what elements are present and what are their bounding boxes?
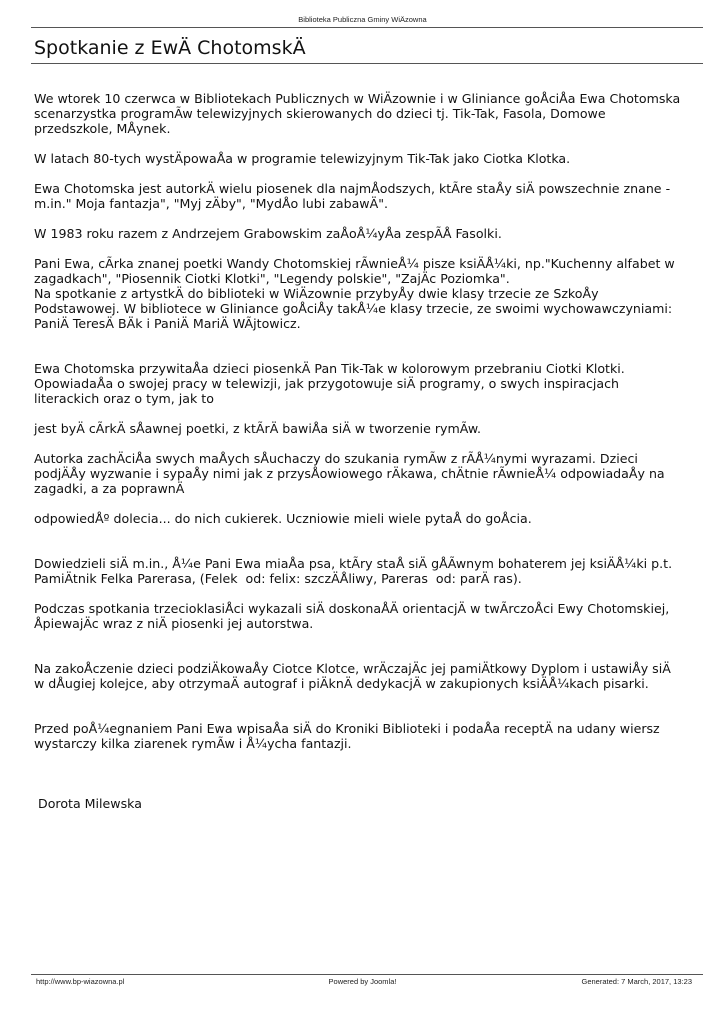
article-paragraph: W 1983 roku razem z Andrzejem Grabowskim zaÅoÅ¼yÅa zespÃÅ Fasolki. bbox=[34, 226, 502, 241]
article-paragraph: Podczas spotkania trzecioklasiÅci wykazali siÄ doskonaÅÄ orientacjÄ w twÃrczoÅci Ewy Chotomskiej, ÅpiewajÄc wraz z niÄ piosenki jej autorstwa. bbox=[34, 601, 674, 631]
footer-powered-by: Powered by Joomla! bbox=[328, 977, 397, 986]
paragraph-spacer bbox=[34, 241, 684, 256]
paragraph-spacer bbox=[34, 781, 684, 796]
article-paragraph: Przed poÅ¼egnaniem Pani Ewa wpisaÅa siÄ do Kroniki Biblioteki i podaÅa receptÄ na udany wiersz wystarczy kilka ziarenek rymÃw i Å¼ycha fantazji. bbox=[34, 721, 668, 751]
paragraph-spacer bbox=[34, 586, 684, 601]
paragraph-spacer bbox=[34, 211, 684, 226]
article-paragraph: Ewa Chotomska przywitaÅa dzieci piosenkÄ Pan Tik-Tak w kolorowym przebraniu Ciotki Klotki. OpowiadaÅa o swojej pracy w telewizji, jak przygotowuje siÄ programy, o swych inspiracjach literackich oraz o tym, jak to bbox=[34, 361, 629, 406]
paragraph-spacer bbox=[34, 811, 684, 826]
article-paragraph: odpowiedÅº dolecia... do nich cukierek. Uczniowie mieli wiele pytaÅ do goÅcia. bbox=[34, 511, 532, 526]
site-header: Biblioteka Publiczna Gminy WiÄzowna bbox=[298, 15, 427, 24]
paragraph-spacer bbox=[34, 826, 684, 841]
paragraph-spacer bbox=[34, 166, 684, 181]
paragraph-spacer bbox=[34, 436, 684, 451]
paragraph-spacer bbox=[34, 526, 684, 541]
paragraph-spacer bbox=[34, 706, 684, 721]
paragraph-spacer bbox=[34, 691, 684, 706]
paragraph-spacer bbox=[34, 496, 684, 511]
article-paragraph: Ewa Chotomska jest autorkÄ wielu piosenek dla najmÅodszych, ktÃre staÅy siÄ powszechnie znane - m.in." Moja fantazja", "Myj zÄby", "MydÅo lubi zabawÄ". bbox=[34, 181, 675, 211]
article-paragraph: Na zakoÅczenie dzieci podziÄkowaÅy Ciotce Klotce, wrÄczajÄc jej pamiÄtkowy Dyplom i ustawiÅy siÄ w dÅugiej kolejce, aby otrzymaÄ autograf i piÄknÄ dedykacjÄ w zakupionych ksiÄÅ¼kach pisarki. bbox=[34, 661, 675, 691]
header-divider bbox=[31, 27, 703, 28]
article-paragraph: Dowiedzieli siÄ m.in., Å¼e Pani Ewa miaÅa psa, ktÃry staÅ siÄ gÅÃwnym bohaterem jej ksiÄÅ¼ki p.t. PamiÄtnik Felka Parerasa, (Felek od: felix: szczÄÅliwy, Pareras od: parÄ ras). bbox=[34, 556, 677, 586]
paragraph-spacer bbox=[34, 751, 684, 766]
paragraph-spacer bbox=[34, 136, 684, 151]
paragraph-spacer bbox=[34, 406, 684, 421]
article-paragraph: Pani Ewa, cÃrka znanej poetki Wandy Chotomskiej rÃwnieÅ¼ pisze ksiÄÅ¼ki, np."Kuchenny alfabet w zagadkach", "Piosennik Ciotki Klotki", "Legendy polskie", "ZajÄc Poziomka". Na spotkanie z artystkÄ do biblioteki w WiÄzownie przybyÅy dwie klasy trzecie ze SzkoÅy Podstawowej. W bibliotece w Gliniance goÅciÅy takÅ¼e klasy trzecie, ze swoimi wychowawczyniami: PaniÄ TeresÄ BÄk i PaniÄ MariÄ WÃjtowicz. bbox=[34, 256, 675, 331]
article-title: Spotkanie z EwÄ ChotomskÄ bbox=[34, 37, 306, 59]
article-paragraph: W latach 80-tych wystÄpowaÅa w programie telewizyjnym Tik-Tak jako Ciotka Klotka. bbox=[34, 151, 571, 166]
footer-generated: Generated: 7 March, 2017, 13:23 bbox=[581, 977, 692, 986]
paragraph-spacer bbox=[34, 331, 684, 346]
footer-divider bbox=[31, 974, 703, 975]
paragraph-spacer bbox=[34, 541, 684, 556]
title-divider bbox=[31, 63, 703, 64]
paragraph-spacer bbox=[34, 766, 684, 781]
paragraph-spacer bbox=[34, 646, 684, 661]
article-paragraph: jest byÄ cÃrkÄ sÅawnej poetki, z ktÃrÄ bawiÅa siÄ w tworzenie rymÃw. bbox=[34, 421, 481, 436]
article-paragraph: Autorka zachÄciÅa swych maÅych sÅuchaczy do szukania rymÃw z rÃÅ¼nymi wyrazami. Dzieci podjÄÅy wyzwanie i sypaÅy nimi jak z przysÅowiowego rÄkawa, chÄtnie rÃwnieÅ¼ odpowiadaÅy na zagadki, a za poprawnÄ bbox=[34, 451, 669, 496]
paragraph-spacer bbox=[34, 346, 684, 361]
paragraph-spacer bbox=[34, 631, 684, 646]
article-body bbox=[34, 91, 689, 841]
footer-url: http://www.bp-wiazowna.pl bbox=[36, 977, 125, 986]
article-paragraph: We wtorek 10 czerwca w Bibliotekach Publicznych w WiÄzownie i w Gliniance goÅciÅa Ewa Chotomska scenarzystka programÃw telewizyjnych skierowanych do dzieci tj. Tik-Tak, Fasola, Domowe przedszkole, MÅynek. bbox=[34, 91, 689, 136]
article-paragraph: Dorota Milewska bbox=[34, 796, 142, 811]
